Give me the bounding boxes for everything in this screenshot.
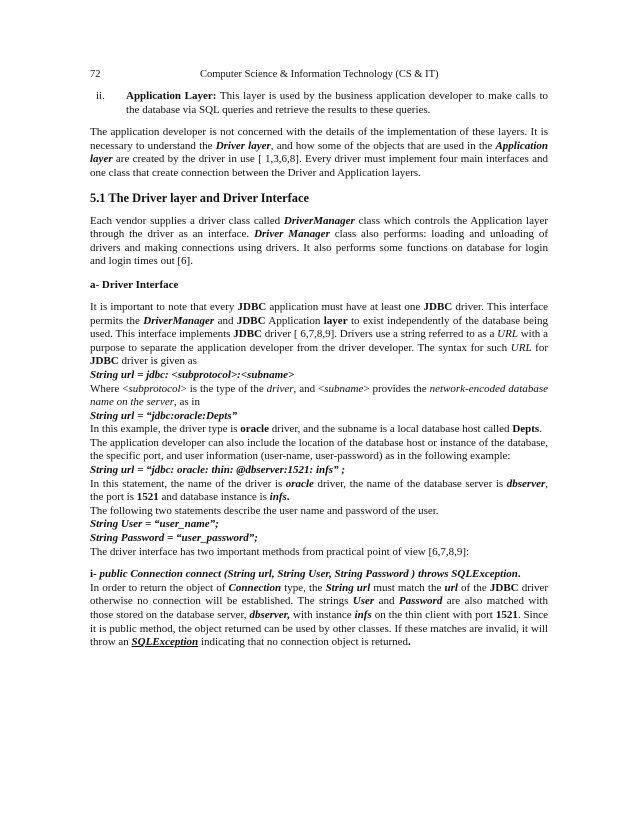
emphasis-run: DriverManager	[143, 314, 215, 327]
text-run: on the thin client with port	[371, 609, 496, 621]
text-run: The application developer is not concerned with the details of the implementation of these layers. It is necessary to understand the	[90, 126, 548, 152]
paragraph-statement-explain	[90, 478, 548, 505]
emphasis-run: String url	[325, 581, 371, 594]
code-line-syntax: String url = jdbc: <subprotocol>:<subname>	[90, 368, 295, 381]
running-title: Computer Science & Information Technology (CS & IT)	[200, 69, 439, 80]
emphasis-run: url	[444, 581, 458, 594]
paragraph-connect-explain	[90, 582, 548, 650]
emphasis-run: Connection	[228, 581, 282, 594]
emphasis-run: DriverManager	[283, 214, 355, 227]
italic-run: network-encoded database name on the server	[90, 382, 549, 409]
bold-run: layer	[323, 314, 348, 327]
paragraph-credentials-intro: The following two statements describe the user name and password of the user.	[90, 504, 439, 517]
text-run: class which controls the Application layer through the driver as an interface.	[90, 214, 549, 241]
bold-run: 1521	[136, 491, 159, 504]
subsection-heading: a- Driver Interface	[90, 278, 179, 291]
list-item-lead: Application Layer:	[126, 90, 217, 102]
emphasis-run: Driver Manager	[254, 228, 330, 241]
text-run: and	[374, 595, 399, 608]
text-run: are created by the driver in use [ 1,3,6,8]. Every driver must implement four main interfaces and one class that create connection between the Driver and Application layers.	[90, 153, 548, 179]
text-run: , as in	[174, 396, 200, 409]
bold-run: .	[286, 491, 290, 504]
text-run: In this example, the driver type is	[90, 423, 241, 436]
text-run: In this statement, the name of the driver is	[90, 477, 286, 490]
list-item-number: ii.	[96, 90, 105, 102]
text-run: , the port is	[90, 477, 549, 504]
emphasis-run: Driver layer	[215, 139, 271, 152]
code-line-user: String User = “user_name”;	[90, 518, 219, 531]
italic-run: URL	[510, 341, 532, 354]
text-run: with a purpose to separate the application developer from the driver developer. The syntax for such	[90, 328, 548, 354]
emphasis-run: Application layer	[90, 139, 549, 166]
section-heading: 5.1 The Driver layer and Driver Interface	[90, 190, 309, 205]
emphasis-run: SQLException	[131, 636, 199, 649]
bold-run: 1521	[495, 609, 518, 621]
bold-run: JDBC	[489, 581, 519, 594]
italic-run: subprotocol	[128, 382, 181, 395]
text-run: driver is given as	[118, 355, 197, 368]
list-item-ii	[90, 90, 548, 117]
text-run: driver. This interface permits the	[90, 300, 549, 327]
bold-run: JDBC	[236, 314, 266, 327]
paragraph-jdbc-driver	[90, 301, 548, 369]
emphasis-run: dbserver,	[249, 609, 291, 621]
text-run: are also matched with those stored on the database server,	[90, 595, 548, 621]
emphasis-run: User	[352, 595, 375, 608]
text-run: > provides the	[363, 382, 430, 395]
code-line-example-2: String url = “jdbc: oracle: thin: @dbserver:1521: infs” ;	[90, 464, 345, 477]
bold-run: JDBC	[237, 300, 267, 313]
text-run: with instance	[290, 609, 355, 621]
page-content	[90, 90, 548, 650]
text-run: and database instance is	[158, 491, 270, 504]
text-run: to exist independently of the database being used. This interface implements	[90, 314, 549, 341]
text-run: .	[539, 423, 542, 436]
text-run: driver otherwise no connection will be established. The strings	[90, 581, 548, 608]
text-run: It is important to note that every	[90, 300, 238, 313]
bold-run: JDBC	[233, 328, 262, 341]
text-run: driver, and the subname is a local database host called	[269, 423, 513, 436]
text-run: In order to return the object of	[90, 581, 229, 594]
text-run: Each vendor supplies a driver class called	[90, 214, 284, 227]
page-number: 72	[90, 69, 101, 80]
text-run: driver [ 6,7,8,9]. Drivers use a string referred to as a	[262, 328, 498, 341]
text-run: must match the	[370, 581, 445, 594]
bold-run: JDBC	[423, 300, 453, 313]
text-run: Application	[265, 314, 324, 327]
text-run: . Since it is public method, the object returned can be used by other classes. If these matches are invalid, it will throw an	[90, 609, 548, 649]
emphasis-run: Password	[398, 595, 443, 608]
paragraph-layers	[90, 126, 548, 180]
text-run: application must have at least one	[266, 300, 424, 313]
italic-run: subname	[324, 382, 364, 395]
method-signature-end: .	[517, 568, 521, 581]
bold-run: JDBC	[90, 355, 119, 368]
bold-run: oracle	[240, 423, 269, 436]
paragraph-host-location: The application developer can also include the location of the database host or instance of the database, the specific port, and user information (user-name, user-password) as in the following example:	[90, 436, 548, 463]
emphasis-run: infs	[354, 609, 372, 621]
emphasis-run: dbserver	[506, 477, 546, 490]
method-lead: i-	[90, 568, 97, 581]
method-signature-text: public Connection connect (String url, String User, String Password ) throws SQLException	[96, 568, 518, 581]
paragraph-where	[90, 383, 548, 410]
text-run: of the	[457, 581, 490, 594]
italic-run: URL	[497, 328, 518, 341]
code-line-password: String Password = “user_password”;	[90, 532, 258, 545]
list-item-body: This layer is used by the business application developer to make calls to the database via SQL queries and retrieve the results to these queries.	[126, 90, 549, 116]
bold-run: .	[408, 636, 411, 649]
emphasis-run: oracle	[285, 477, 314, 490]
list-item-text	[126, 90, 548, 117]
emphasis-run: infs	[269, 491, 287, 504]
text-run: > is the type of the	[180, 382, 267, 395]
text-run: and	[214, 314, 237, 327]
text-run: Where <	[90, 382, 129, 395]
paragraph-methods-intro: The driver interface has two important methods from practical point of view [6,7,8,9]:	[90, 545, 470, 558]
paragraph-driver-manager	[90, 215, 548, 269]
code-line-example-1: String url = “jdbc:oracle:Depts”	[90, 409, 238, 422]
text-run: type, the	[281, 581, 326, 594]
method-signature	[90, 568, 548, 582]
text-run: , and <	[293, 382, 325, 395]
text-run: , and how some of the objects that are used in the	[270, 139, 496, 152]
text-run: for	[531, 341, 549, 354]
text-run: class also performs: loading and unloading of drivers and making connections using drivers. It also performs some functions on database for login and login times out [6].	[90, 228, 549, 268]
italic-run: driver	[266, 382, 294, 395]
text-run: indicating that no connection object is returned	[198, 636, 409, 649]
paragraph-example-explain	[90, 423, 548, 437]
bold-run: Depts	[512, 423, 540, 436]
text-run: driver, the name of the database server is	[313, 477, 507, 490]
